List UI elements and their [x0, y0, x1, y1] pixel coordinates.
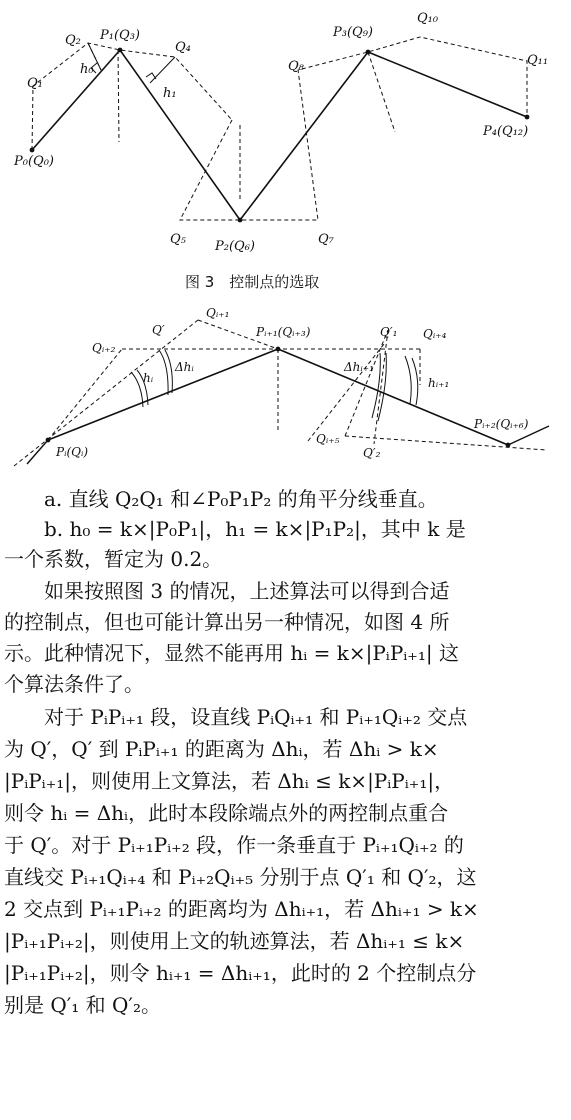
fig3-label-q2: Q₂: [65, 33, 81, 48]
fig3-label-p3: P₃(Q₉): [333, 25, 373, 40]
fig4-label-qi1: Qᵢ₊₁: [206, 306, 230, 320]
figure-3: [0, 0, 571, 300]
fig4-entry-segment: [27, 440, 48, 464]
fig3-label-p1: P₁(Q₃): [100, 28, 140, 43]
paragraph-line: 2 交点到 Pᵢ₊₁Pᵢ₊₂ 的距离均为 Δhᵢ₊₁，若 Δhᵢ₊₁ > k×: [4, 897, 479, 921]
fig3-label-h1: h₁: [163, 86, 177, 101]
fig3-label-p4: P₄(Q₁₂): [483, 124, 529, 139]
fig3-label-p0: P₀(Q₀): [14, 154, 54, 169]
fig4-label-pi2: Pᵢ₊₂(Qᵢ₊₆): [474, 417, 529, 431]
condition-a: a. 直线 Q₂Q₁ 和∠P₀P₁P₂ 的角平分线垂直。: [44, 487, 438, 511]
fig4-label-pi: Pᵢ(Qᵢ): [56, 445, 89, 459]
fig3-label-q10: Q₁₀: [417, 11, 439, 26]
fig4-label-hi1: hᵢ₊₁: [428, 376, 450, 390]
fig3-control-polyline: [32, 50, 527, 220]
fig4-label-qprime: Q′: [152, 323, 165, 337]
fig3-label-q4: Q₄: [175, 40, 191, 55]
figure-3-caption: 图 3 控制点的选取: [185, 273, 320, 291]
fig4-label-hi: hᵢ: [143, 371, 154, 385]
paragraph-line: |PᵢPᵢ₊₁|，则使用上文算法，若 Δhᵢ ≤ k×|PᵢPᵢ₊₁|，: [4, 769, 455, 793]
fig4-label-pi1: Pᵢ₊₁(Qᵢ₊₃): [256, 325, 311, 339]
paragraph-line: 则令 hᵢ = Δhᵢ，此时本段除端点外的两控制点重合: [4, 801, 449, 825]
paragraph-line: |Pᵢ₊₁Pᵢ₊₂|，则使用上文的轨迹算法，若 Δhᵢ₊₁ ≤ k×: [4, 929, 465, 953]
fig3-label-q1: Q₁: [27, 76, 43, 91]
fig4-label-dhi1: Δhᵢ₊₁: [344, 360, 374, 374]
paragraph-line: 对于 PᵢPᵢ₊₁ 段，设直线 PᵢQᵢ₊₁ 和 Pᵢ₊₁Qᵢ₊₂ 交点: [44, 705, 468, 729]
figure-4: [0, 300, 571, 480]
fig3-label-q7: Q₇: [318, 232, 334, 247]
fig4-label-qi4: Qᵢ₊₄: [423, 327, 447, 341]
fig3-h1-segment: [150, 57, 175, 83]
paragraph-line: 为 Q′，Q′ 到 PᵢPᵢ₊₁ 的距离为 Δhᵢ，若 Δhᵢ > k×: [4, 737, 439, 761]
fig3-label-q5: Q₅: [170, 232, 186, 247]
paragraph-line: 一个系数，暂定为 0.2。: [4, 547, 223, 571]
fig3-label-q8: Q₈: [288, 59, 304, 74]
fig4-label-qi2: Qᵢ₊₂: [92, 341, 116, 355]
fig4-label-q2prime: Q′₂: [363, 446, 381, 460]
condition-b: b. h₀ = k×|P₀P₁|，h₁ = k×|P₁P₂|，其中 k 是: [44, 517, 466, 541]
paragraph-line: 示。此种情况下，显然不能再用 hᵢ = k×|PᵢPᵢ₊₁| 这: [4, 641, 459, 665]
paragraph-line: 如果按照图 3 的情况，上述算法可以得到合适: [44, 579, 450, 603]
paragraph-line: 直线交 Pᵢ₊₁Qᵢ₊₄ 和 Pᵢ₊₂Qᵢ₊₅ 分别于点 Q′₁ 和 Q′₂，这: [4, 865, 477, 889]
paragraph-line: |Pᵢ₊₁Pᵢ₊₂|，则令 hᵢ₊₁ = Δhᵢ₊₁，此时的 2 个控制点分: [4, 961, 477, 985]
paragraph-line: 的控制点，但也可能计算出另一种情况，如图 4 所: [4, 610, 450, 634]
paragraph-line: 别是 Q′₁ 和 Q′₂。: [4, 993, 161, 1017]
fig4-label-qi5: Qᵢ₊₅: [316, 432, 340, 446]
fig4-label-q1prime: Q′₁: [380, 325, 398, 339]
fig4-label-dhi: Δhᵢ: [175, 360, 194, 374]
paragraph-line: 个算法条件了。: [4, 672, 144, 696]
fig3-label-q11: Q₁₁: [527, 53, 549, 68]
fig3-label-h0: h₀: [80, 62, 94, 77]
fig3-label-p2: P₂(Q₆): [215, 239, 255, 254]
paragraph-line: 于 Q′。对于 Pᵢ₊₁Pᵢ₊₂ 段，作一条垂直于 Pᵢ₊₁Qᵢ₊₂ 的: [4, 833, 464, 857]
